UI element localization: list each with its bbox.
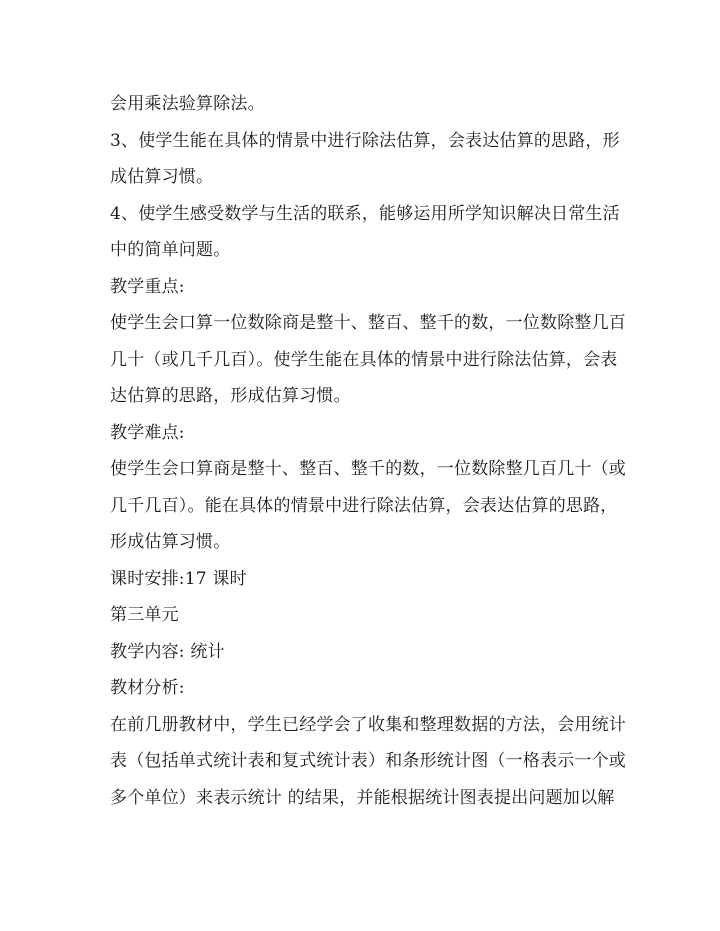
text-line-analysis-2: 表（包括单式统计表和复式统计表）和条形统计图（一格表示一个或 [110,751,626,771]
text-line-key-points-2: 几十（或几千几百）。使学生能在具体的情景中进行除法估算，会表 [110,349,618,370]
text-line-schedule: 课时安排:17 课时 [110,568,247,589]
text-line-difficulties-3: 形成估算习惯。 [110,532,231,552]
text-line-verify-division: 会用乘法验算除法。 [110,94,265,114]
heading-unit-three: 第三单元 [110,605,179,625]
document-body [110,86,626,816]
text-line-objective-3-cont: 成估算习惯。 [110,167,214,187]
text-line-difficulties-1: 使学生会口算商是整十、整百、整千的数，一位数除整几百几十（或 [110,459,626,479]
heading-material-analysis: 教材分析: [110,678,185,698]
text-line-analysis-1: 在前几册教材中，学生已经学会了收集和整理数据的方法，会用统计 [110,714,626,735]
text-line-key-points-1: 使学生会口算一位数除商是整十、整百、整千的数，一位数除整几百 [110,313,626,333]
text-line-difficulties-2: 几千几百）。能在具体的情景中进行除法估算，会表达估算的思路， [110,495,618,516]
text-line-objective-3: 3、使学生能在具体的情景中进行除法估算，会表达估算的思路，形 [110,130,620,151]
text-line-objective-4: 4、使学生感受数学与生活的联系，能够运用所学知识解决日常生活 [110,203,620,224]
heading-difficulties: 教学难点: [110,422,185,443]
heading-key-points: 教学重点: [110,276,185,297]
text-line-key-points-3: 达估算的思路，形成估算习惯。 [110,386,351,406]
text-line-analysis-3: 多个单位）来表示统计 的结果，并能根据统计图表提出问题加以解 [110,787,615,808]
text-line-teaching-content: 教学内容: 统计 [110,641,225,662]
text-line-objective-4-cont: 中的简单问题。 [110,240,231,260]
